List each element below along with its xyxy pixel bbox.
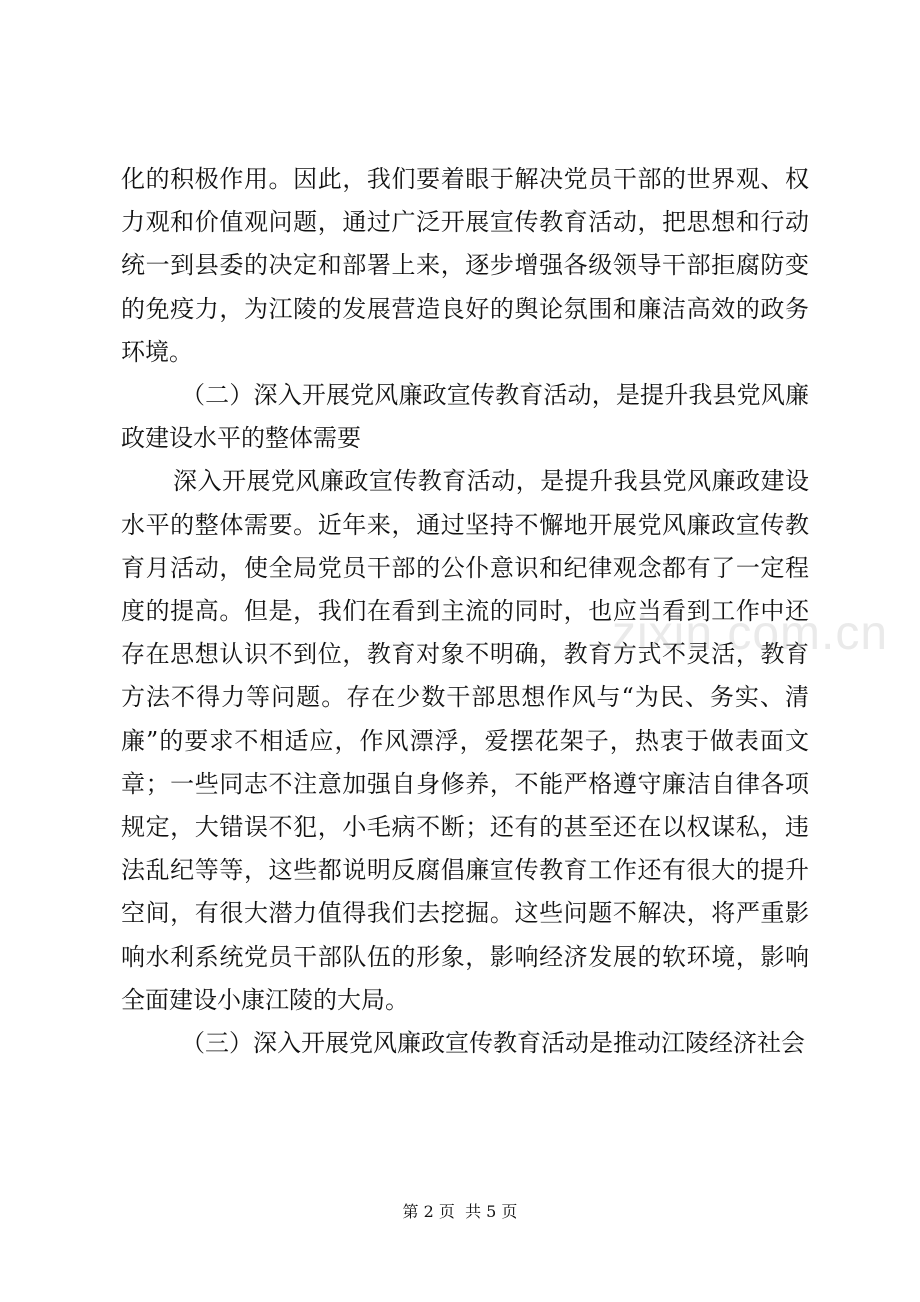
section-heading-2: （二）深入开展党风廉政宣传教育活动，是提升我县党风廉政建设水平的整体需要 (121, 381, 809, 453)
page-footer (0, 1202, 920, 1222)
paragraph-body: 深入开展党风廉政宣传教育活动，是提升我县党风廉政建设水平的整体需要。近年来，通过坚持不懈地开展党风廉政宣传教育月活动，使全局党员干部的公仆意识和纪律观念都有了一定程度的提高。但是，我们在看到主流的同时，也应当看到工作中还存在思想认识不到位，教育对象不明确，教育方式不灵活，教育方法不得力等问题。存在少数干部思想作风与“为民、务实、清廉”的要求不相适应，作风漂浮，爱摆花架子，热衷于做表面文章；一些同志不注意加强自身修养，不能严格遵守廉洁自律各项规定，大错误不犯，小毛病不断；还有的甚至还在以权谋私，违法乱纪等等，这些都说明反腐倡廉宣传教育工作还有很大的提升空间，有很大潜力值得我们去挖掘。这些问题不解决，将严重影响水利系统党员干部队伍的形象，影响经济发展的软环境，影响全面建设小康江陵的大局。 (121, 467, 809, 1014)
document-body (121, 158, 809, 1065)
page-number: 第 2 页 (402, 1202, 455, 1221)
watermark-logo: zixin.com.cn (612, 607, 889, 660)
page-total: 共 5 页 (465, 1202, 518, 1221)
paragraph-continued: 化的积极作用。因此，我们要着眼于解决党员干部的世界观、权力观和价值观问题，通过广泛开展宣传教育活动，把思想和行动统一到县委的决定和部署上来，逐步增强各级领导干部拒腐防变的免疫力，为江陵的发展营造良好的舆论氛围和廉洁高效的政务环境。 (121, 165, 809, 366)
section-heading-3: （三）深入开展党风廉政宣传教育活动是推动江陵经济社会 (181, 1029, 805, 1058)
